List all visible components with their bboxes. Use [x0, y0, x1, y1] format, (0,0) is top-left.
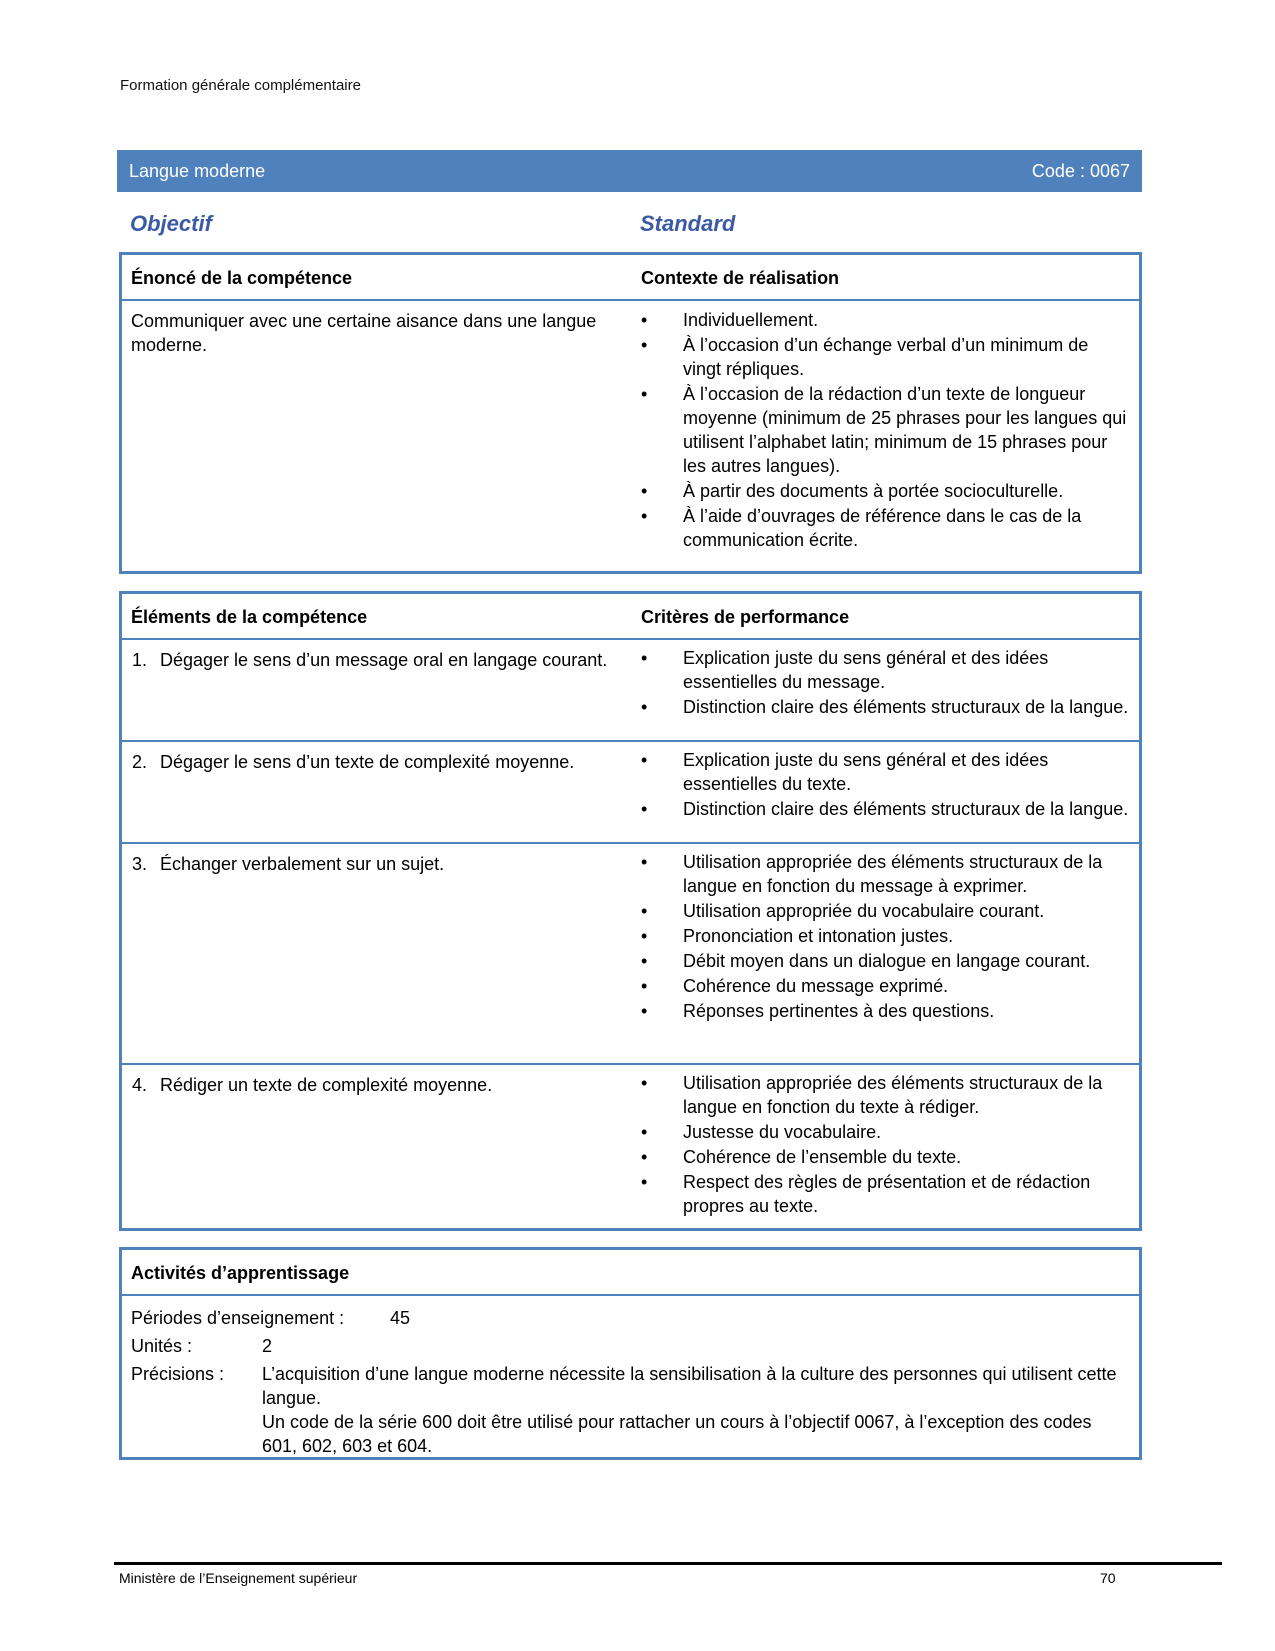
element-text: Dégager le sens d’un texte de complexité moyenne. [160, 752, 575, 772]
criterion-item: • Réponses pertinentes à des questions. [641, 999, 1131, 1023]
context-item: • Individuellement. [641, 308, 1131, 332]
context-heading: Contexte de réalisation [641, 268, 840, 288]
context-item: • À l’occasion d’un échange verbal d’un minimum de vingt répliques. [641, 333, 1131, 381]
objective-label: Objectif [130, 211, 212, 236]
criteria-list [641, 646, 1131, 720]
context-list [641, 308, 1131, 553]
competence-header [122, 255, 1139, 301]
element-row [122, 844, 1139, 1065]
element-row [122, 640, 1139, 742]
criterion-item: • Cohérence du message exprimé. [641, 974, 1131, 998]
precision-2: Un code de la série 600 doit être utilisé pour rattacher un cours à l’objectif 0067, à l’exception des codes 601, 602, 603 et 604. [262, 1412, 1092, 1456]
objective-standard-labels [130, 211, 1140, 241]
precision-1: L’acquisition d’une langue moderne nécessite la sensibilisation à la culture des personnes qui utilisent cette langue. [262, 1364, 1117, 1408]
criterion-item: • Débit moyen dans un dialogue en langage courant. [641, 949, 1131, 973]
criterion-item: • Explication juste du sens général et des idées essentielles du texte. [641, 748, 1131, 796]
footer-ministry: Ministère de l’Enseignement supérieur [119, 1570, 358, 1586]
title-bar [117, 150, 1142, 192]
activities-heading: Activités d’apprentissage [131, 1263, 350, 1283]
competence-statement-heading: Énoncé de la compétence [131, 268, 353, 288]
periods-label: Périodes d’enseignement : [131, 1308, 345, 1328]
criteria-list [641, 1071, 1131, 1219]
units-value: 2 [262, 1336, 273, 1356]
element-number: 1. [132, 650, 148, 670]
elements-header [122, 594, 1139, 640]
criterion-item: • Utilisation appropriée des éléments structuraux de la langue en fonction du message à exprimer. [641, 850, 1131, 898]
criterion-item: • Utilisation appropriée des éléments structuraux de la langue en fonction du texte à rédiger. [641, 1071, 1131, 1119]
criterion-item: • Distinction claire des éléments structuraux de la langue. [641, 695, 1131, 719]
activities-box [119, 1247, 1142, 1460]
criterion-item: • Cohérence de l’ensemble du texte. [641, 1145, 1131, 1169]
element-number: 4. [132, 1075, 148, 1095]
criteria-heading: Critères de performance [641, 607, 850, 627]
units-label: Unités : [131, 1336, 193, 1356]
criterion-item: • Justesse du vocabulaire. [641, 1120, 1131, 1144]
criterion-item: • Utilisation appropriée du vocabulaire courant. [641, 899, 1131, 923]
element-text: Rédiger un texte de complexité moyenne. [160, 1075, 493, 1095]
element-text: Dégager le sens d’un message oral en langage courant. [160, 650, 608, 670]
context-item: • À l’aide d’ouvrages de référence dans le cas de la communication écrite. [641, 504, 1131, 552]
element-number: 3. [132, 854, 148, 874]
criterion-item: • Explication juste du sens général et des idées essentielles du message. [641, 646, 1131, 694]
criterion-item: • Prononciation et intonation justes. [641, 924, 1131, 948]
context-item: • À l’occasion de la rédaction d’un texte de longueur moyenne (minimum de 25 phrases pour les langues qui utilisent l’alphabet latin; minimum de 15 phrases pour les autres langues). [641, 382, 1131, 478]
elements-heading: Éléments de la compétence [131, 607, 368, 627]
activities-header [122, 1250, 1139, 1296]
precisions-label: Précisions : [131, 1364, 225, 1384]
element-rows [122, 640, 1139, 1216]
footer-divider [114, 1562, 1222, 1565]
elements-box [119, 591, 1142, 1231]
page-number: 70 [1100, 1570, 1116, 1586]
criteria-list [641, 748, 1131, 822]
element-row [122, 742, 1139, 844]
document-header: Formation générale complémentaire [120, 77, 361, 94]
criterion-item: • Respect des règles de présentation et de rédaction propres au texte. [641, 1170, 1131, 1218]
criterion-item: • Distinction claire des éléments structuraux de la langue. [641, 797, 1131, 821]
element-number: 2. [132, 752, 148, 772]
element-text: Échanger verbalement sur un sujet. [160, 854, 445, 874]
criteria-list [641, 850, 1131, 1024]
element-row [122, 1065, 1139, 1216]
periods-value: 45 [390, 1308, 411, 1328]
standard-label: Standard [640, 211, 736, 236]
context-item: • À partir des documents à portée socioculturelle. [641, 479, 1131, 503]
competence-box [119, 252, 1142, 574]
competence-statement: Communiquer avec une certaine aisance dans une langue moderne. [131, 311, 597, 355]
objective-code: Code : 0067 [1031, 160, 1130, 181]
subject-title: Langue moderne [129, 160, 266, 181]
